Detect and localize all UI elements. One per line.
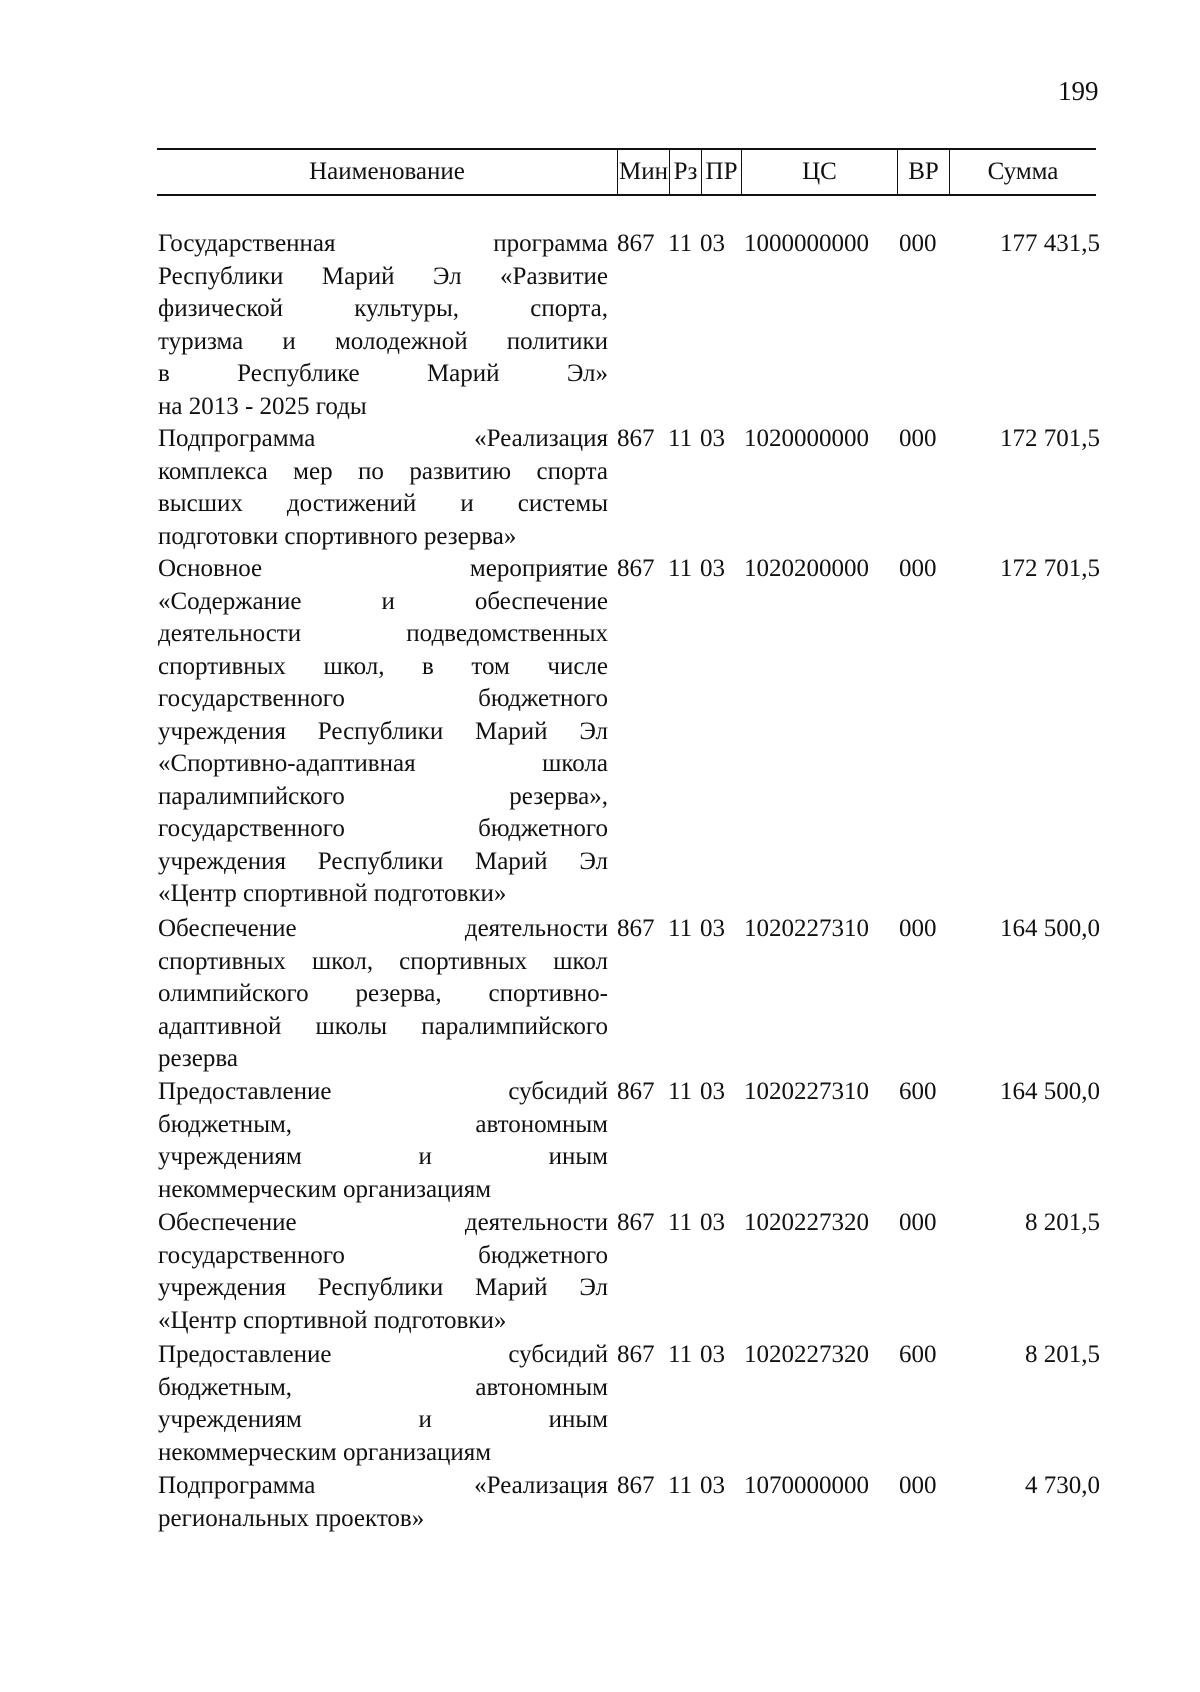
row-name-line: учреждения Республики Марий Эл: [158, 717, 608, 745]
row-name: [158, 553, 608, 911]
row-cs: 1000000000: [744, 230, 869, 257]
row-vr: 000: [899, 1472, 937, 1499]
header-name: Наименование: [309, 158, 465, 185]
row-rz: 11: [668, 230, 693, 257]
row-name: [158, 1076, 608, 1206]
row-name: [158, 913, 608, 1076]
row-sum: 8 201,5: [1025, 1341, 1100, 1368]
row-name-line: государственного бюджетного: [158, 815, 608, 842]
row-name-line: учреждениям и иным: [158, 1406, 608, 1433]
row-name-line: паралимпийского резерва»,: [158, 782, 608, 810]
row-pr: 03: [700, 1341, 725, 1368]
row-name-line: на 2013 - 2025 годы: [158, 392, 367, 420]
row-name-line: деятельности подведомственных: [158, 620, 608, 647]
row-name-line: Обеспечение деятельности: [158, 915, 608, 942]
row-pr: 03: [700, 425, 725, 452]
row-sum: 172 701,5: [1000, 425, 1100, 452]
row-name-line: «Содержание и обеспечение: [158, 587, 608, 615]
row-name: [158, 1339, 608, 1469]
row-cs: 1070000000: [744, 1472, 869, 1499]
row-cs: 1020227310: [744, 915, 869, 942]
row-name: [158, 423, 608, 553]
row-vr: 600: [899, 1078, 937, 1105]
row-rz: 11: [668, 1341, 693, 1368]
row-name-line: комплекса мер по развитию спорта: [158, 457, 608, 485]
row-name-line: учреждения Республики Марий Эл: [158, 1274, 608, 1301]
header-pr: ПР: [701, 150, 741, 194]
row-rz: 11: [668, 915, 693, 942]
row-vr: 000: [899, 1209, 937, 1236]
row-pr: 03: [700, 1209, 725, 1236]
row-vr: 000: [899, 915, 937, 942]
row-name-line: Основное мероприятие: [158, 555, 608, 582]
row-name-line: некоммерческим организациям: [158, 1175, 492, 1203]
row-cs: 1020227320: [744, 1341, 869, 1368]
row-name-line: адаптивной школы паралимпийского: [158, 1012, 608, 1040]
row-rz: 11: [668, 1209, 693, 1236]
row-pr: 03: [700, 1078, 725, 1105]
row-name-line: учреждениям и иным: [158, 1143, 608, 1170]
row-name-line: государственного бюджетного: [158, 1241, 608, 1269]
row-name-line: бюджетным, автономным: [158, 1110, 608, 1138]
row-pr: 03: [700, 1472, 725, 1499]
row-name-line: туризма и молодежной политики: [158, 327, 608, 355]
header-cs: ЦС: [741, 150, 897, 194]
row-name-line: «Центр спортивной подготовки»: [158, 880, 507, 907]
row-min: 867: [617, 1078, 655, 1105]
row-name-line: государственного бюджетного: [158, 685, 608, 712]
row-name-line: региональных проектов»: [158, 1504, 425, 1532]
row-name-line: спортивных школ, спортивных школ: [158, 947, 608, 975]
row-name-line: в Республике Марий Эл»: [158, 360, 608, 387]
row-sum: 172 701,5: [1000, 555, 1100, 582]
row-name: [158, 1470, 608, 1535]
row-pr: 03: [700, 230, 725, 257]
row-name-line: высших достижений и системы: [158, 490, 608, 517]
row-sum: 4 730,0: [1025, 1472, 1100, 1499]
row-name-line: «Центр спортивной подготовки»: [158, 1306, 507, 1334]
row-name-line: резерва: [158, 1045, 238, 1072]
row-min: 867: [617, 230, 655, 257]
row-min: 867: [617, 915, 655, 942]
row-name-line: Предоставление субсидий: [158, 1078, 608, 1105]
row-sum: 164 500,0: [1000, 915, 1100, 942]
row-rz: 11: [668, 1078, 693, 1105]
row-sum: 177 431,5: [1000, 230, 1100, 257]
row-cs: 1020200000: [744, 555, 869, 582]
row-name-line: Обеспечение деятельности: [158, 1209, 608, 1236]
row-min: 867: [617, 555, 655, 582]
row-vr: 000: [899, 230, 937, 257]
row-pr: 03: [700, 915, 725, 942]
row-sum: 8 201,5: [1025, 1209, 1100, 1236]
row-name-line: некоммерческим организациям: [158, 1438, 492, 1466]
row-name-line: физической культуры, спорта,: [158, 295, 608, 322]
row-sum: 164 500,0: [1000, 1078, 1100, 1105]
row-cs: 1020227310: [744, 1078, 869, 1105]
row-vr: 000: [899, 555, 937, 582]
row-name-line: спортивных школ, в том числе: [158, 652, 608, 680]
row-name: [158, 228, 608, 423]
row-name-line: Предоставление субсидий: [158, 1341, 608, 1368]
header-vr: ВР: [897, 150, 949, 194]
row-rz: 11: [668, 1472, 693, 1499]
row-vr: 600: [899, 1341, 937, 1368]
row-min: 867: [617, 1472, 655, 1499]
row-name-line: «Спортивно-адаптивная школа: [158, 750, 608, 777]
row-name-line: учреждения Республики Марий Эл: [158, 847, 608, 875]
row-pr: 03: [700, 555, 725, 582]
row-name-line: Республики Марий Эл «Развитие: [158, 262, 608, 290]
row-name-line: бюджетным, автономным: [158, 1373, 608, 1401]
row-min: 867: [617, 1209, 655, 1236]
row-name-line: Государственная программа: [158, 230, 608, 257]
row-min: 867: [617, 425, 655, 452]
row-rz: 11: [668, 425, 693, 452]
row-name-line: Подпрограмма «Реализация: [158, 425, 608, 452]
row-min: 867: [617, 1341, 655, 1368]
row-name-line: олимпийского резерва, спортивно-: [158, 980, 608, 1007]
row-name: [158, 1207, 608, 1337]
row-cs: 1020000000: [744, 425, 869, 452]
page-number: 199: [1058, 76, 1099, 106]
header-min: Мин: [617, 150, 669, 194]
header-sum: Сумма: [949, 150, 1096, 194]
row-rz: 11: [668, 555, 693, 582]
row-name-line: Подпрограмма «Реализация: [158, 1472, 608, 1499]
table-header: [157, 148, 1096, 196]
header-rz: Рз: [669, 150, 701, 194]
row-vr: 000: [899, 425, 937, 452]
row-name-line: подготовки спортивного резерва»: [158, 522, 517, 550]
row-cs: 1020227320: [744, 1209, 869, 1236]
